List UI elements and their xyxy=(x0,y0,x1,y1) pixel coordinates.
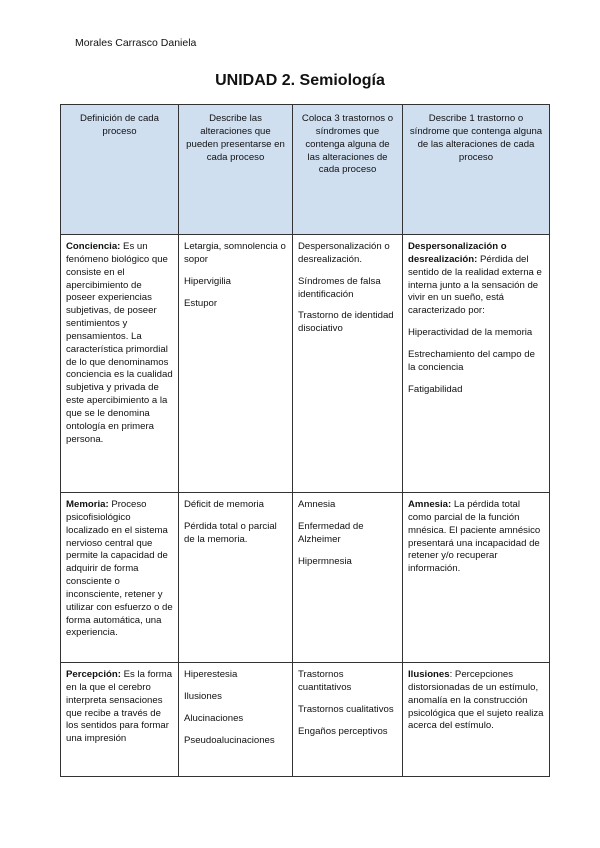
disorders-cell xyxy=(293,235,403,493)
alteration-item: Hipervigilia xyxy=(184,275,231,287)
disorder-item: Despersonalización o desrealización. xyxy=(298,241,390,265)
disorder-item: Trastorno de identidad disociativo xyxy=(298,310,394,335)
header-description: Describe 1 trastorno o síndrome que contenga alguna de las alteraciones de cada proceso xyxy=(403,105,550,235)
table-row xyxy=(61,235,550,493)
described-text: Pérdida del sentido de la realidad externa e interna junto a la sensación de vivir en un sueño, está caracterizado por: xyxy=(408,253,542,317)
alterations-cell xyxy=(179,493,293,663)
definition-cell xyxy=(61,235,179,493)
term: Conciencia: xyxy=(66,241,121,252)
disorder-item: Síndromes de falsa identificación xyxy=(298,275,381,300)
author-name: Morales Carrasco Daniela xyxy=(75,37,197,49)
header-disorders: Coloca 3 trastornos o síndromes que contenga alguna de las alteraciones de cada proceso xyxy=(293,105,403,235)
alteration-item: Pseudoalucinaciones xyxy=(184,734,275,746)
table-row xyxy=(61,493,550,663)
described-term: Despersonalización o desrealización: xyxy=(408,241,507,265)
disorders-cell xyxy=(293,493,403,663)
header-alterations: Describe las alteraciones que pueden presentarse en cada proceso xyxy=(179,105,293,235)
described-list-item: Fatigabilidad xyxy=(408,383,463,395)
definition-text: Es un fenómeno biológico que consiste en el apercibimiento de poseer experiencias subjetivas, de poseer sentimientos y pensamientos. La característica primordial de lo que denominamos conciencia es la cualidad subjetiva y privada de este apercibimiento a la que se le denomina ontología en primera persona. xyxy=(66,241,173,445)
alterations-cell xyxy=(179,663,293,777)
alteration-item: Déficit de memoria xyxy=(184,499,264,510)
disorder-item: Enfermedad de Alzheimer xyxy=(298,520,364,545)
header-row xyxy=(61,105,550,235)
alteration-item: Alucinaciones xyxy=(184,712,244,724)
definition-cell xyxy=(61,663,179,777)
disorder-item: Trastornos cuantitativos xyxy=(298,669,352,693)
described-list-item: Estrechamiento del campo de la conciencia xyxy=(408,348,535,373)
term: Percepción: xyxy=(66,669,121,680)
alteration-item: Estupor xyxy=(184,297,218,309)
semiology-table xyxy=(60,104,550,777)
described-term: Ilusiones xyxy=(408,669,450,680)
term: Memoria: xyxy=(66,499,109,510)
described-list-item: Hiperactividad de la memoria xyxy=(408,327,533,339)
alteration-item: Ilusiones xyxy=(184,690,222,702)
page-title: UNIDAD 2. Semiología xyxy=(215,72,385,89)
disorders-cell xyxy=(293,663,403,777)
alterations-cell xyxy=(179,235,293,493)
description-cell xyxy=(403,493,550,663)
described-term: Amnesia: xyxy=(408,499,452,510)
table-row xyxy=(61,663,550,777)
alteration-item: Hiperestesia xyxy=(184,669,238,680)
definition-cell xyxy=(61,493,179,663)
alteration-item: Pérdida total o parcial de la memoria. xyxy=(184,520,277,545)
definition-text: Es la forma en la que el cerebro interpreta sensaciones que recibe a través de los sentidos para formar una impresión xyxy=(66,669,173,745)
description-cell xyxy=(403,663,550,777)
disorder-item: Trastornos cualitativos xyxy=(298,703,394,715)
description-cell xyxy=(403,235,550,493)
disorder-item: Engaños perceptivos xyxy=(298,725,388,737)
definition-text: Proceso psicofisiológico localizado en el sistema nervioso central que permite la capacidad de adquirir de forma consciente o inconsciente, retener y utilizar con esfuerzo o de forma automática, una experiencia. xyxy=(66,499,173,639)
header-definition: Definición de cada proceso xyxy=(61,105,179,235)
disorder-item: Hipermnesia xyxy=(298,555,352,567)
described-text: : Percepciones distorsionadas de un estímulo, anomalía en la construcción psicológica que el sujeto realiza acerca del estímulo. xyxy=(408,669,544,732)
described-text: La pérdida total como parcial de la función mnésica. El paciente amnésico presentará una incapacidad de retener y/o recuperar información. xyxy=(408,499,541,575)
disorder-item: Amnesia xyxy=(298,499,336,510)
alteration-item: Letargia, somnolencia o sopor xyxy=(184,241,286,265)
